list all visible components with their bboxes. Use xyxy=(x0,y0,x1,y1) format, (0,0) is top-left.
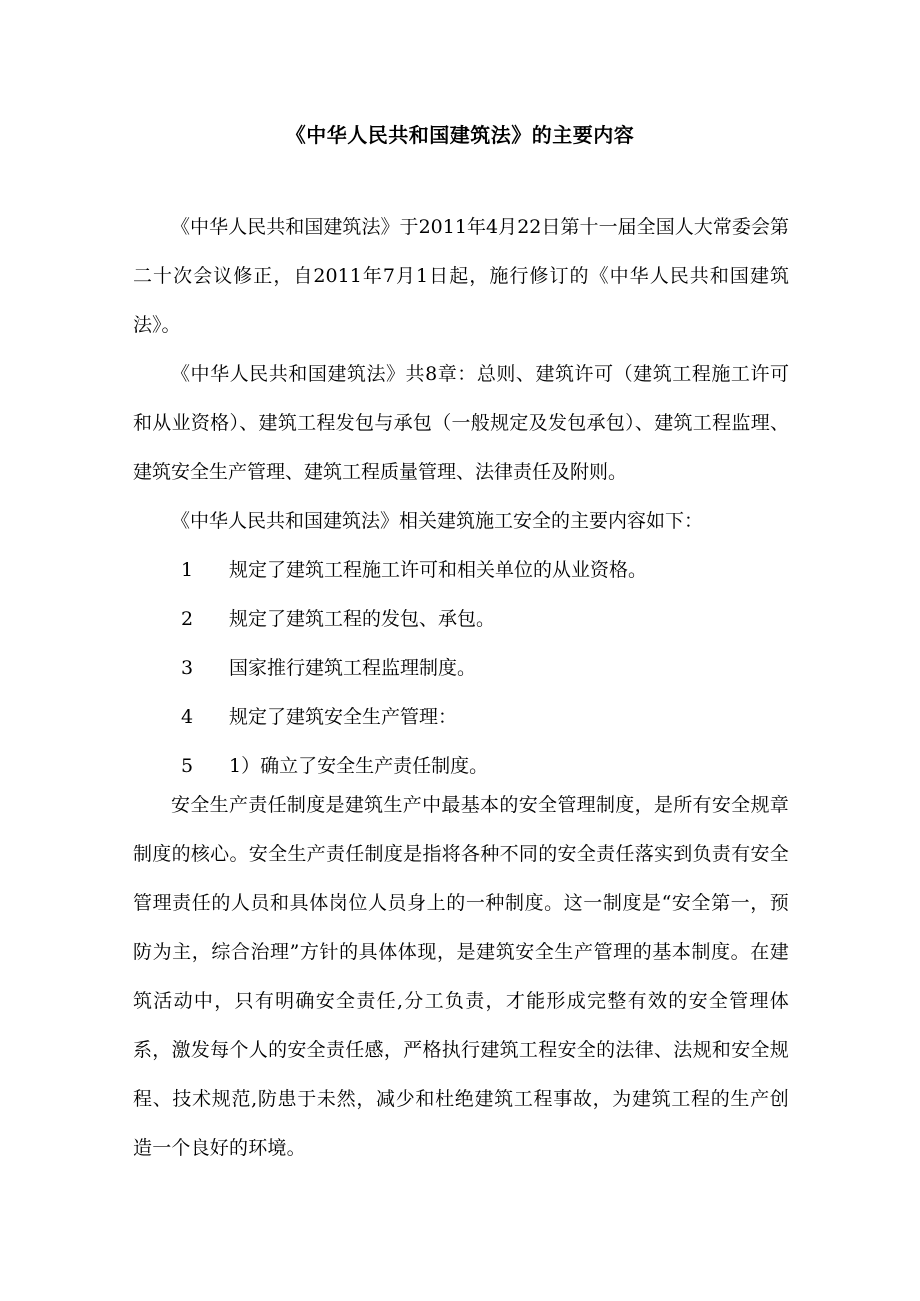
list-item xyxy=(133,595,789,644)
list-item xyxy=(133,644,789,693)
list-item-text: 规定了建筑安全生产管理： xyxy=(229,706,458,728)
list-item-number: 5 xyxy=(181,755,194,777)
paragraph-intro-list: 《中华人民共和国建筑法》相关建筑施工安全的主要内容如下： xyxy=(171,510,704,532)
document-title: 《中华人民共和国建筑法》的主要内容 xyxy=(285,123,635,147)
paragraph-chapters: 《中华人民共和国建筑法》共8章：总则、建筑许可（建筑工程施工许可和从业资格）、建筑工程发包与承包（一般规定及发包承包）、建筑工程监理、建筑安全生产管理、建筑工程质量管理、法律责任及附则。 xyxy=(133,363,789,483)
list-item-text: 1）确立了安全生产责任制度。 xyxy=(229,755,489,777)
list-item-number: 3 xyxy=(181,657,194,679)
list-item-number: 4 xyxy=(181,706,194,728)
paragraph-safety-responsibility: 安全生产责任制度是建筑生产中最基本的安全管理制度，是所有安全规章制度的核心。安全生产责任制度是指将各种不同的安全责任落实到负责有安全管理责任的人员和具体岗位人员身上的一种制度。这一制度是“安全第一，预防为主，综合治理”方针的具体体现，是建筑安全生产管理的基本制度。在建筑活动中，只有明确安全责任,分工负责，才能形成完整有效的安全管理体系，激发每个人的安全责任感，严格执行建筑工程安全的法律、法规和安全规程、技术规范,防患于未然，减少和杜绝建筑工程事故，为建筑工程的生产创造一个良好的环境。 xyxy=(133,794,789,1159)
paragraph-revision: 《中华人民共和国建筑法》于2011年4月22日第十一届全国人大常委会第二十次会议修正，自2011年7月1日起，施行修订的《中华人民共和国建筑法》。 xyxy=(133,216,789,336)
list-item-text: 国家推行建筑工程监理制度。 xyxy=(229,657,477,679)
list-item-text: 规定了建筑工程的发包、承包。 xyxy=(229,608,496,630)
list-item xyxy=(133,546,789,595)
list-item-number: 2 xyxy=(181,608,194,630)
list-item-number: 1 xyxy=(181,559,194,581)
list-item-text: 规定了建筑工程施工许可和相关单位的从业资格。 xyxy=(229,559,648,581)
content-list xyxy=(133,546,789,791)
list-item xyxy=(133,693,789,742)
